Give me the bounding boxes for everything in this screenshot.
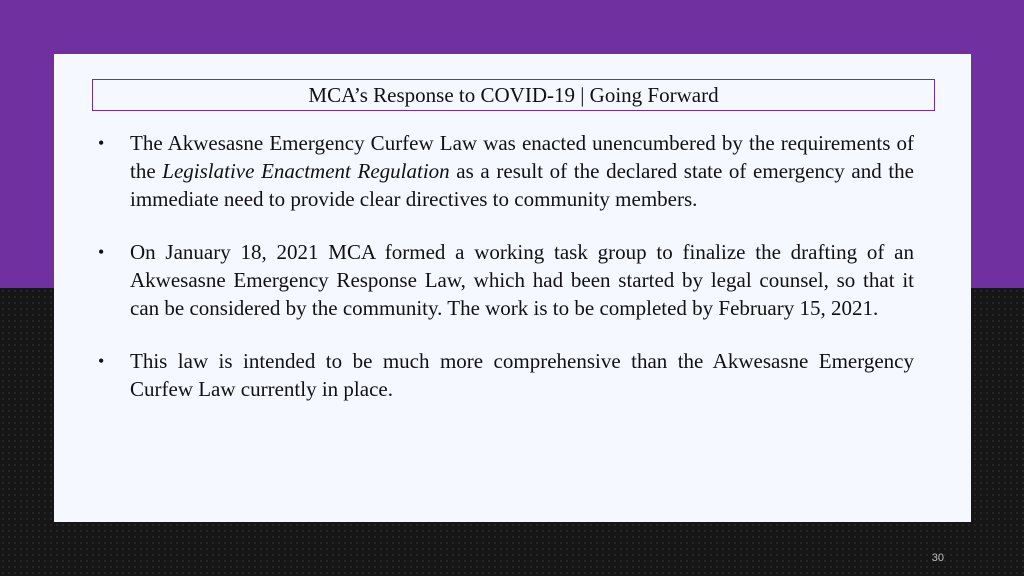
bullet-text-part: as a result of the declared state of emergency and the immediate need to provide clear directives to community members. (130, 159, 915, 211)
slide-title: MCA’s Response to COVID-19 | Going Forward (92, 79, 935, 111)
slide-content-card (54, 54, 971, 522)
bullet-text-part: The Akwesasne Emergency Curfew Law was enacted unencumbered by the requirements of the (130, 131, 914, 183)
bullet-dot-icon: • (98, 133, 105, 153)
bullet-text: This law is intended to be much more comprehensive than the Akwesasne Emergency Curfew Law currently in place. (130, 349, 914, 401)
bullet-item-task-group (96, 238, 914, 322)
bullet-dot-icon: • (98, 351, 105, 371)
slide-page-number: 30 (931, 552, 944, 564)
bullet-dot-icon: • (98, 242, 105, 262)
bullet-list (96, 129, 914, 428)
bullet-text: On January 18, 2021 MCA formed a working task group to finalize the drafting of an Akwesasne Emergency Response Law, which had been started by legal counsel, so that it can be considered by the community. The work is to be completed by February 15, 2021. (130, 240, 914, 320)
bullet-item-curfew-law (96, 129, 914, 213)
bullet-item-comprehensive-law (96, 347, 914, 403)
regulation-name: Legislative Enactment Regulation (162, 159, 450, 183)
